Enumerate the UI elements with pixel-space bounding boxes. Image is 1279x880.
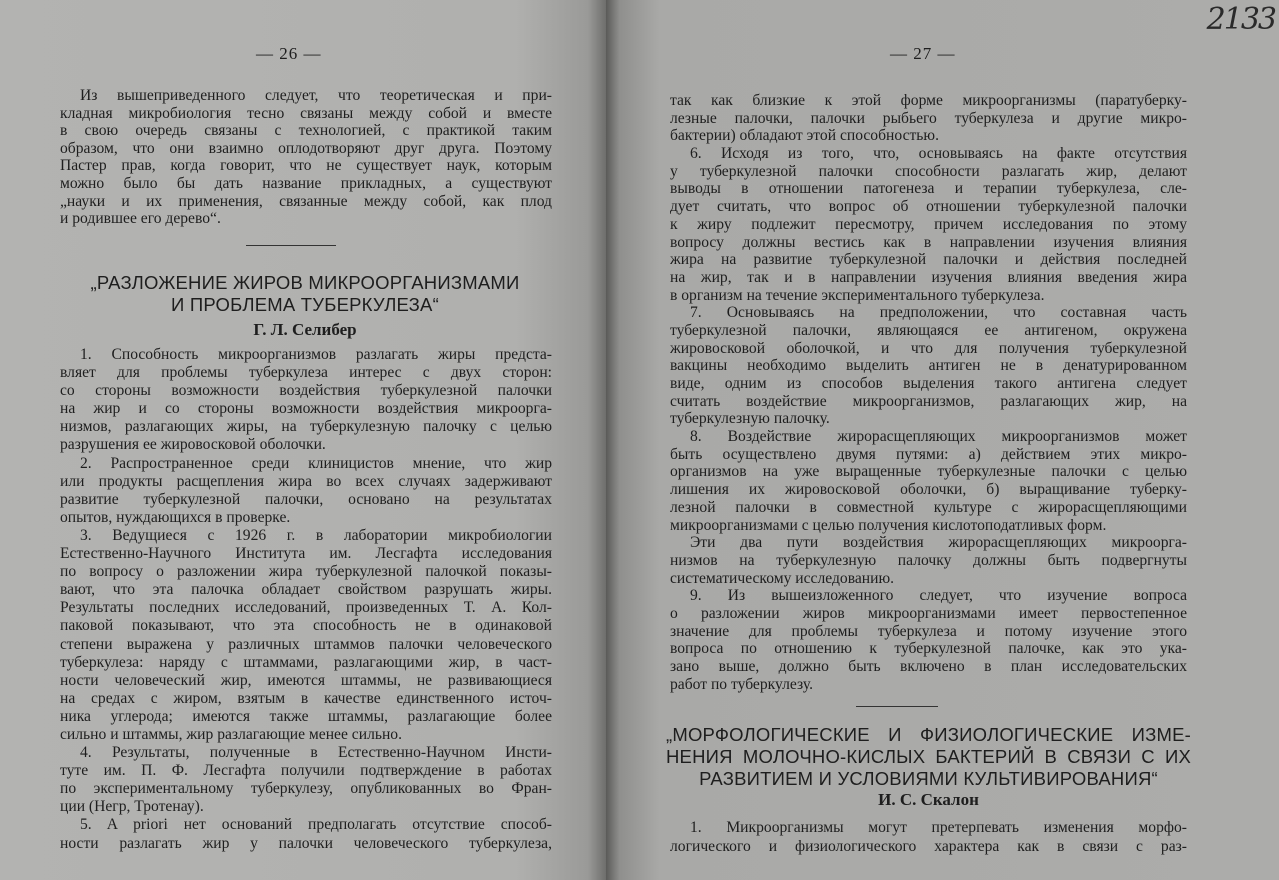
text-line: ника углерода; имеются также штаммы, разлагающие более: [60, 707, 552, 725]
text-line: Из вышеприведенного следует, что теоретическая и при-: [80, 87, 552, 104]
text-line: в организм на течение экспериментального туберкулеза.: [670, 286, 1045, 304]
paragraph: [670, 534, 1187, 587]
text-line: опытов, нуждающихся в проверке.: [60, 508, 291, 526]
text-line: выводы в отношении патогенеза и терапии туберкулеза, сле-: [670, 180, 1187, 198]
paragraph: [60, 744, 552, 816]
text-line: 3. Ведущиеся с 1926 г. в лаборатории микробиологии: [80, 526, 552, 544]
text-line: туберкулеза: наряду с штаммами, разлагающими жир, в част-: [60, 653, 552, 671]
handwritten-archive-number: 2133: [1206, 2, 1275, 37]
paragraph: [60, 527, 552, 744]
text-line: ности человеческий жир, имеются штаммы, не развивающиеся: [60, 671, 552, 689]
article-body: [60, 346, 552, 853]
text-line: Эти два пути воздействия жирорасщепляющих микроорга-: [690, 534, 1187, 552]
title-line: НЕНИЯ МОЛОЧНО-КИСЛЫХ БАКТЕРИЙ В СВЯЗИ С ИХ: [666, 746, 1191, 767]
text-line: ции (Негр, Тротенау).: [60, 798, 204, 816]
paragraph: [60, 816, 552, 852]
text-line: 2. Распространенное среди клиницистов мнение, что жир: [80, 454, 552, 472]
text-line: вляет для проблемы туберкулеза интерес с двух сторон:: [60, 364, 552, 382]
text-line: Пастер прав, когда говорит, что не существует наук, которым: [60, 157, 552, 175]
text-line: на жир, так и в направлении изучения влияния введения жира: [670, 268, 1187, 286]
text-line: и родившее его дерево“.: [60, 210, 221, 228]
text-line: зано выше, должно быть включено в план исследовательских: [670, 658, 1187, 675]
text-line: лезной палочки в совместной культуре с жирорасщепляющими: [670, 498, 1187, 516]
page-number: — 27 —: [890, 44, 956, 63]
text-line: лишения их жировосковой оболочки, б) выращивание туберку-: [670, 481, 1187, 499]
text-line: у туберкулезной палочки способности разлагать жир, делают: [670, 162, 1187, 180]
text-line: работ по туберкулезу.: [670, 675, 813, 693]
title-line: „МОРФОЛОГИЧЕСКИЕ И ФИЗИОЛОГИЧЕСКИЕ ИЗМЕ-: [666, 724, 1191, 745]
text-line: виде, одним из способов выделения такого антигена следует: [670, 375, 1187, 392]
intro-text: [60, 87, 552, 228]
text-line: лезные палочки, палочки рыбьего туберкулеза и другие микро-: [670, 109, 1187, 127]
paragraph: [670, 304, 1187, 428]
text-line: жира на развитие туберкулезной палочки и действия последней: [670, 251, 1187, 269]
article-body: [670, 819, 1187, 856]
text-line: развитие туберкулезной палочки, основано на результатах: [60, 490, 552, 508]
text-line: ности разлагать жир у палочки человеческого туберкулеза,: [60, 834, 552, 852]
article-author: И. С. Скалон: [878, 790, 979, 809]
title-line: РАЗВИТИЕМ И УСЛОВИЯМИ КУЛЬТИВИРОВАНИЯ“: [699, 768, 1158, 789]
text-line: 6. Исходя из того, что, основываясь на факте отсутствия: [690, 145, 1187, 163]
text-line: вакцины необходимо выделить антиген не в денатурированном: [670, 357, 1187, 375]
right-page: [606, 0, 1279, 880]
text-line: по экспериментальному туберкулезу, опубликованных во Фран-: [60, 780, 552, 798]
text-line: значение для проблемы туберкулеза и потому изучение этого: [670, 622, 1187, 640]
text-line: 7. Основываясь на предположении, что составная часть: [690, 304, 1187, 322]
text-line: туте им. П. Ф. Лесгафта получили подтверждение в работах: [60, 762, 552, 780]
text-line: образом, что они взаимно оплодотворяют друг друга. Поэтому: [60, 139, 552, 157]
text-line: низмов, разлагающих жиры, на туберкулезную палочку с целью: [60, 418, 552, 436]
text-line: низмов на туберкулезную палочку должны быть подвергнуты: [670, 551, 1187, 569]
left-page: [0, 0, 606, 880]
paragraph: [670, 92, 1187, 145]
text-line: степени выражена у различных штаммов палочки человеческого: [60, 635, 552, 653]
text-line: жировосковой оболочкой, и что для получения туберкулезной: [670, 339, 1187, 357]
text-line: разрушения ее жировосковой оболочки.: [60, 436, 326, 454]
section-divider: [246, 245, 336, 246]
text-line: туберкулезную палочку.: [670, 410, 830, 428]
text-line: считать воздействие микроорганизмов, разлагающих жир, на: [670, 392, 1187, 410]
text-line: в свою очередь связаны с технологией, с практикой таким: [60, 122, 552, 140]
paragraph: [670, 145, 1187, 304]
paragraph: [670, 587, 1187, 693]
text-line: к жиру подлежит пересмотру, причем исследования по этому: [670, 215, 1187, 233]
text-line: 4. Результаты, полученные в Естественно-Научном Инсти-: [80, 744, 552, 762]
paragraph: [60, 346, 552, 455]
text-line: можно было бы дать название прикладных, а существуют: [60, 174, 552, 192]
paragraph: [670, 428, 1187, 534]
text-line: 8. Воздействие жирорасщепляющих микроорганизмов может: [690, 428, 1187, 446]
text-line: сильно и штаммы, жир разлагающие менее сильно.: [60, 725, 402, 743]
title-line: И ПРОБЛЕМА ТУБЕРКУЛЕЗА“: [171, 294, 439, 315]
text-line: „науки и их применения, связанные между собой, как плод: [60, 192, 552, 210]
paragraph: [60, 87, 552, 228]
article-title: [666, 724, 1191, 790]
text-line: 5. A priori нет оснований предполагать отсутствие способ-: [80, 816, 552, 834]
section-divider: [856, 706, 938, 707]
text-line: быть осуществлено двумя путями: а) действием этих микро-: [670, 445, 1187, 463]
text-line: микроорганизмами с целью получения кислотоподатливых форм.: [670, 516, 1107, 534]
text-line: 1. Способность микроорганизмов разлагать жиры предста-: [80, 346, 552, 363]
text-line: на жир и со стороны возможности воздействия микроорга-: [60, 400, 552, 418]
text-line: 1. Микроорганизмы могут претерпевать изменения морфо-: [690, 819, 1187, 836]
article-author: Г. Л. Селибер: [253, 320, 357, 339]
paragraph: [60, 455, 552, 527]
text-line: со стороны возможности воздействия туберкулезной палочки: [60, 382, 552, 400]
text-line: паковой показывают, что эта способность не в одинаковой: [60, 617, 552, 635]
article-body-continued: [670, 92, 1187, 693]
text-line: организмов на уже выращенные туберкулезные палочки с целью: [670, 463, 1187, 481]
text-line: Результаты последних исследований, произведенных Т. А. Кол-: [60, 599, 552, 617]
paragraph: [670, 819, 1187, 856]
text-line: так как близкие к этой форме микроорганизмы (паратуберку-: [670, 92, 1187, 109]
text-line: по вопросу о разложении жира туберкулезной палочкой показы-: [60, 563, 552, 581]
text-line: туберкулезной палочки, являющаяся ее антигеном, окружена: [670, 321, 1187, 339]
article-title: [40, 272, 570, 316]
title-line: „РАЗЛОЖЕНИЕ ЖИРОВ МИКРООРГАНИЗМАМИ: [90, 272, 520, 293]
text-line: о разложении жиров микроорганизмами имеет первостепенное: [670, 604, 1187, 622]
text-line: на средах с жиром, взятым в качестве единственного источ-: [60, 689, 552, 707]
text-line: или продукты расщепления жира во всех случаях задерживают: [60, 472, 552, 490]
text-line: вают, что эта палочка обладает свойством разрушать жиры.: [60, 581, 552, 599]
text-line: Естественно-Научного Института им. Лесгафта исследования: [60, 545, 552, 563]
text-line: логического и физиологического характера как в связи с раз-: [670, 837, 1187, 855]
text-line: систематическому исследованию.: [670, 569, 895, 587]
text-line: кладная микробиология тесно связаны между собой и вместе: [60, 104, 552, 122]
text-line: 9. Из вышеизложенного следует, что изучение вопроса: [690, 587, 1187, 605]
page-number: — 26 —: [256, 44, 322, 63]
text-line: дует считать, что вопрос об отношении туберкулезной палочки: [670, 198, 1187, 216]
text-line: вопроса по отношению к туберкулезной палочке, как это ука-: [670, 640, 1187, 658]
text-line: вопросу должны вестись как в направлении изучения влияния: [670, 233, 1187, 251]
text-line: бактерии) обладают этой способностью.: [670, 127, 939, 145]
